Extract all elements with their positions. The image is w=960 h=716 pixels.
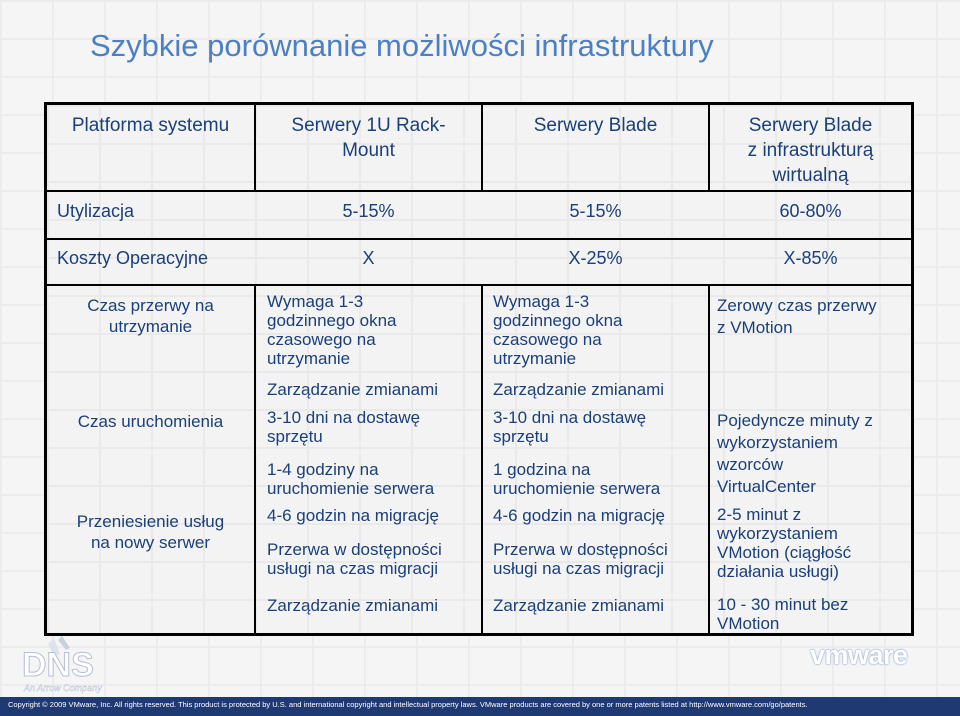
comparison-table: [44, 102, 914, 636]
virtual-10-30-minut: [717, 595, 848, 633]
blade-zarzadzanie-1: [493, 379, 664, 400]
text-line: 3-10 dni na dostawę: [493, 408, 647, 427]
vmware-logo: [810, 640, 908, 671]
slide-title: Szybkie porównanie możliwości infrastruktury: [90, 28, 714, 63]
text-line: 4-6 godzin na migrację: [493, 506, 665, 525]
header-blade-text: Serwery Blade: [533, 115, 658, 136]
blade-przerwa: [493, 540, 668, 578]
utylizacja-blade: [483, 200, 708, 222]
value-text: 5-15%: [342, 201, 395, 221]
rack-uruchomienie: [267, 460, 434, 498]
value-text: 60-80%: [779, 201, 842, 221]
text-line: godzinnego okna: [493, 311, 623, 330]
koszty-blade: [483, 247, 708, 269]
text-line: usługi na czas migracji: [493, 559, 665, 578]
value-text: X-25%: [568, 248, 623, 268]
label-text: Koszty Operacyjne: [57, 248, 209, 268]
text-line: z VMotion: [717, 318, 793, 337]
text-line: wykorzystaniem: [717, 524, 838, 543]
text-line: 4-6 godzin na migrację: [267, 506, 439, 525]
header-line: wirtualną: [772, 165, 849, 186]
text-line: Zarządzanie zmianami: [493, 380, 665, 399]
label-czas-przerwy: [47, 295, 254, 337]
text-line: działania usługi): [717, 562, 839, 581]
label-line: Czas uruchomienia: [77, 412, 224, 431]
virtual-zerowy-czas: [717, 295, 877, 339]
text-line: VMotion (ciągłość: [717, 543, 852, 562]
text-line: 1 godzina na: [493, 460, 591, 479]
text-line: 1-4 godziny na: [267, 460, 379, 479]
text-line: 3-10 dni na dostawę: [267, 408, 421, 427]
text-line: uruchomienie serwera: [267, 479, 435, 498]
text-line: 2-5 minut z: [717, 505, 802, 524]
text-line: 10 - 30 minut bez: [717, 595, 849, 614]
row-divider: [47, 190, 911, 192]
header-line: Serwery Blade: [748, 115, 873, 136]
footer-copyright: Copyright © 2009 VMware, Inc. All rights reserved. This product is protected by U.S. and international copyright and intellectual property laws. VMware products are covered by one or more patents listed at http://www.vmware.com/go/patents.: [8, 700, 808, 709]
row-label-koszty: [57, 247, 208, 269]
row-divider: [47, 238, 911, 240]
value-text: X: [362, 248, 375, 268]
text-line: utrzymanie: [493, 349, 577, 368]
text-line: Wymaga 1-3: [267, 292, 364, 311]
col-divider: [708, 284, 710, 633]
row-divider: [47, 284, 911, 286]
blade-wymaga-okna: [493, 292, 623, 368]
text-line: czasowego na: [493, 330, 602, 349]
rack-dostawa: [267, 408, 420, 446]
blade-uruchomienie: [493, 460, 660, 498]
label-przeniesienie: [47, 511, 254, 553]
text-line: usługi na czas migracji: [267, 559, 439, 578]
value-text: X-85%: [783, 248, 838, 268]
dns-logo-text: DNS: [22, 646, 94, 684]
label-line: Czas przerwy na: [87, 296, 214, 315]
rack-zarzadzanie-1: [267, 379, 438, 400]
header-line: Serwery 1U Rack-: [291, 115, 446, 136]
text-line: Zarządzanie zmianami: [493, 596, 665, 615]
header-line: z infrastrukturą: [747, 140, 874, 161]
blade-migracja: [493, 505, 665, 526]
text-line: wzorców: [717, 455, 784, 474]
utylizacja-virtual: [710, 200, 911, 222]
header-blade-virtual: [710, 113, 911, 188]
koszty-rack: [256, 247, 481, 269]
label-line: Przeniesienie usług: [76, 512, 225, 531]
text-line: VMotion: [717, 614, 780, 633]
text-line: Przerwa w dostępności: [267, 540, 442, 559]
text-line: Przerwa w dostępności: [493, 540, 668, 559]
text-line: Pojedyncze minuty z: [717, 411, 873, 430]
rack-migracja: [267, 505, 439, 526]
value-text: 5-15%: [569, 201, 622, 221]
text-line: Zerowy czas przerwy: [717, 296, 877, 315]
text-line: VirtualCenter: [717, 477, 816, 496]
header-platforma-text: Platforma systemu: [71, 115, 230, 136]
vmware-logo-text: vmware: [810, 640, 908, 670]
rack-przerwa: [267, 540, 442, 578]
header-rack-mount: [256, 113, 481, 163]
header-platforma: [47, 113, 254, 138]
text-line: Zarządzanie zmianami: [267, 380, 439, 399]
dns-logo-subtext: An Arrow Company: [24, 683, 102, 693]
header-blade: [483, 113, 708, 138]
text-line: czasowego na: [267, 330, 376, 349]
virtual-pojedyncze-minuty: [717, 410, 873, 498]
dns-logo: [18, 636, 128, 694]
text-line: sprzętu: [493, 427, 549, 446]
label-line: utrzymanie: [108, 317, 193, 336]
text-line: wykorzystaniem: [717, 433, 838, 452]
label-czas-uruchomienia: [47, 411, 254, 432]
label-text: Utylizacja: [57, 201, 135, 221]
text-line: Zarządzanie zmianami: [267, 596, 439, 615]
dns-logo-graphic: [18, 636, 128, 694]
text-line: sprzętu: [267, 427, 323, 446]
text-line: uruchomienie serwera: [493, 479, 661, 498]
row-label-utylizacja: [57, 200, 134, 222]
header-line: Mount: [342, 140, 395, 161]
label-line: na nowy serwer: [90, 533, 211, 552]
virtual-2-5-minut: [717, 505, 851, 581]
text-line: godzinnego okna: [267, 311, 397, 330]
text-line: utrzymanie: [267, 349, 351, 368]
blade-zarzadzanie-2: [493, 595, 664, 616]
rack-zarzadzanie-2: [267, 595, 438, 616]
utylizacja-rack: [256, 200, 481, 222]
blade-dostawa: [493, 408, 646, 446]
col-divider: [254, 284, 256, 633]
text-line: Wymaga 1-3: [493, 292, 590, 311]
col-divider: [481, 284, 483, 633]
koszty-virtual: [710, 247, 911, 269]
rack-wymaga-okna: [267, 292, 397, 368]
